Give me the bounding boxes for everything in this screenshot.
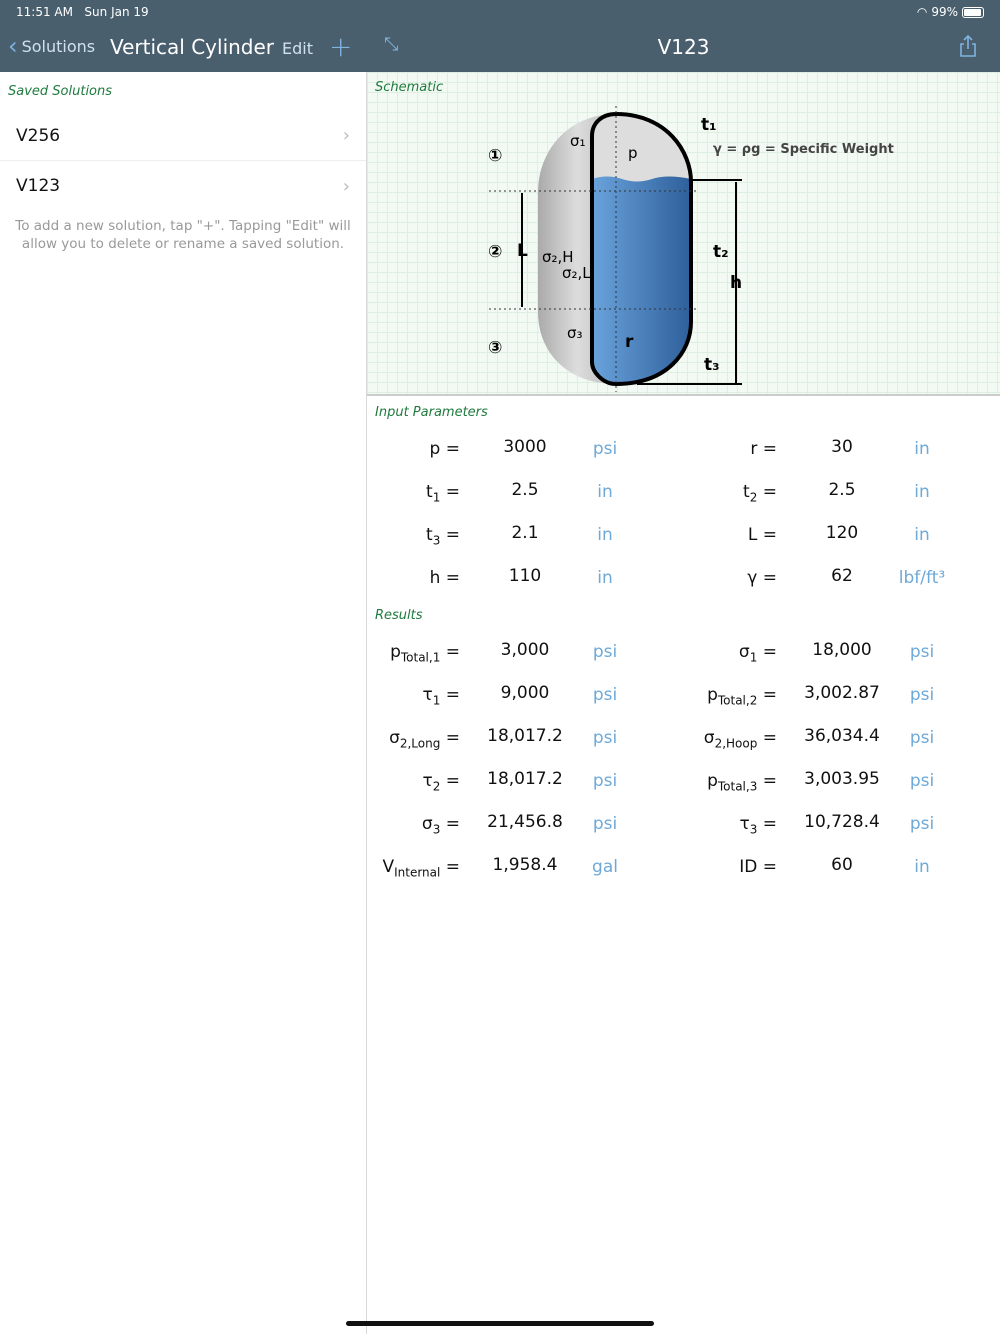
symbol: γ	[747, 568, 758, 588]
schematic-header: Schematic	[375, 80, 444, 95]
result-value: 3,002.87	[804, 683, 880, 703]
result-value: 36,034.4	[804, 726, 880, 746]
symbol: σ	[421, 814, 433, 834]
input-row	[657, 435, 957, 465]
unit-label[interactable]: in	[914, 482, 930, 502]
symbol: r	[750, 439, 758, 459]
symbol: p	[429, 439, 441, 459]
unit-label[interactable]: in	[597, 568, 613, 588]
navigation-bar	[0, 0, 1000, 72]
symbol: σ	[703, 728, 715, 748]
unit-label[interactable]: in	[914, 439, 930, 459]
parameter-label: $V_{Internal}$ =	[382, 857, 460, 880]
specific-weight-label: γ = ρg = Specific Weight	[713, 142, 894, 157]
sigma1-label: σ₁	[570, 132, 586, 150]
result-row	[340, 767, 640, 797]
solution-label: V123	[16, 176, 61, 196]
parameter-label: $\sigma_1$ =	[738, 642, 777, 665]
symbol: σ	[389, 728, 400, 748]
t1-label: t₁	[701, 115, 717, 135]
saved-solutions-header: Saved Solutions	[8, 84, 113, 99]
result-row	[340, 681, 640, 711]
t2-label: t₂	[713, 242, 729, 262]
result-value: 9,000	[500, 683, 550, 703]
wifi-icon: ◠	[916, 5, 928, 19]
unit-label: psi	[592, 685, 618, 705]
input-parameters-header: Input Parameters	[375, 405, 488, 420]
home-indicator	[346, 1321, 654, 1326]
subscript: 1	[432, 490, 441, 505]
result-row	[657, 638, 957, 668]
input-value[interactable]: 3000	[503, 437, 547, 457]
unit-label: gal	[592, 857, 618, 877]
unit-label: psi	[909, 685, 935, 705]
master-title: Vertical Cylinder	[110, 35, 275, 59]
battery-percent: 99%	[931, 5, 958, 19]
input-row	[657, 521, 957, 551]
input-value[interactable]: 120	[825, 523, 859, 543]
L-label: L	[517, 241, 528, 261]
chevron-right-icon: ›	[342, 175, 350, 197]
input-row	[657, 564, 957, 594]
chevron-left-icon: ‹	[8, 32, 18, 60]
add-button[interactable]: +	[329, 30, 353, 63]
symbol: t	[426, 482, 433, 502]
result-value: 18,017.2	[487, 769, 563, 789]
subscript: 1	[432, 693, 441, 708]
unit-label[interactable]: in	[597, 482, 613, 502]
solution-label: V256	[16, 125, 61, 146]
expand-icon[interactable]: ⤡	[384, 34, 399, 55]
parameter-label: $\sigma_{2,Long}$ =	[389, 728, 460, 751]
unit-label[interactable]: in	[597, 525, 613, 545]
result-row	[657, 724, 957, 754]
date: Sun Jan 19	[84, 5, 149, 19]
symbol: V	[382, 857, 395, 877]
result-row	[340, 638, 640, 668]
result-value: 60	[831, 855, 853, 875]
unit-label: psi	[592, 728, 618, 748]
result-value: 10,728.4	[804, 812, 880, 832]
input-value[interactable]: 2.1	[511, 523, 539, 543]
result-row	[340, 853, 640, 883]
input-value[interactable]: 2.5	[828, 480, 856, 500]
result-value: 1,958.4	[492, 855, 558, 875]
unit-label: psi	[592, 814, 618, 834]
chevron-right-icon: ›	[342, 125, 350, 146]
parameter-label: $\sigma_{2,Hoop}$ =	[703, 728, 777, 751]
vapor-space	[592, 114, 691, 182]
subscript: Internal	[394, 865, 441, 880]
sigma2l-label: σ₂,L	[562, 264, 591, 282]
back-button[interactable]	[8, 32, 96, 60]
input-value[interactable]: 62	[831, 566, 853, 586]
unit-label[interactable]: psi	[592, 439, 618, 459]
hint-text: To add a new solution, tap "+". Tapping "Edit" will allow you to delete or rename a saved solution.	[15, 218, 351, 252]
schematic-panel	[367, 72, 1000, 396]
battery-icon	[962, 7, 984, 18]
subscript: Total,3	[717, 779, 758, 794]
results-header: Results	[375, 608, 423, 623]
symbol: p	[707, 685, 718, 705]
result-value: 18,000	[812, 640, 872, 660]
zone-2-label: ②	[488, 242, 503, 262]
subscript: 3	[432, 533, 441, 548]
status-time	[16, 5, 149, 19]
parameter-label: r =	[750, 439, 777, 459]
result-row	[657, 767, 957, 797]
r-label: r	[625, 332, 634, 352]
result-value: 3,000	[500, 640, 550, 660]
result-row	[657, 853, 957, 883]
t3-label: t₃	[704, 355, 720, 375]
unit-label[interactable]: lbf/ft³	[898, 568, 946, 588]
parameter-label: γ =	[747, 568, 777, 588]
parameter-label: ID =	[739, 857, 777, 877]
zone-3-label: ③	[488, 338, 503, 358]
input-row	[340, 521, 640, 551]
result-row	[340, 724, 640, 754]
symbol: τ	[422, 771, 433, 791]
sigma2h-label: σ₂,H	[542, 248, 574, 266]
unit-label: psi	[592, 771, 618, 791]
parameter-label: $\tau_3$ =	[739, 814, 777, 837]
solution-item[interactable]	[0, 111, 366, 161]
back-label: Solutions	[21, 36, 96, 56]
symbol: p	[390, 642, 401, 662]
subscript: 2	[749, 490, 758, 505]
result-value: 21,456.8	[487, 812, 563, 832]
symbol: τ	[422, 685, 433, 705]
unit-label: in	[914, 857, 930, 877]
symbol: τ	[739, 814, 750, 834]
parameter-label: L =	[747, 525, 777, 545]
input-value[interactable]: 2.5	[511, 480, 539, 500]
input-value[interactable]: 30	[831, 437, 853, 457]
zone-1-label: ①	[488, 146, 503, 166]
subscript: 3	[749, 822, 758, 837]
symbol: h	[429, 568, 441, 588]
parameter-label: $p_{Total,2}$ =	[707, 685, 777, 708]
parameter-label: $p_{Total,3}$ =	[707, 771, 777, 794]
symbol: L	[747, 525, 758, 545]
subscript: 3	[432, 822, 441, 837]
vessel-schematic	[367, 72, 1000, 394]
symbol: t	[743, 482, 750, 502]
status-right	[917, 5, 984, 19]
result-row	[657, 810, 957, 840]
input-row	[340, 564, 640, 594]
input-row	[657, 478, 957, 508]
edit-button[interactable]: Edit	[282, 39, 313, 58]
h-label: h	[730, 273, 743, 293]
unit-label: psi	[909, 642, 935, 662]
subscript: Total,1	[400, 650, 441, 665]
input-row	[340, 478, 640, 508]
symbol: ID	[739, 857, 758, 877]
parameter-label: $t_1$ =	[426, 482, 460, 505]
symbol: t	[426, 525, 433, 545]
parameter-label: $\tau_2$ =	[422, 771, 460, 794]
unit-label: psi	[909, 814, 935, 834]
subscript: 1	[749, 650, 758, 665]
subscript: 2,Long	[399, 736, 441, 751]
sigma3-label: σ₃	[567, 324, 583, 342]
parameter-label: $t_3$ =	[426, 525, 460, 548]
p-label: p	[628, 144, 638, 162]
detail-title: V123	[657, 35, 710, 59]
subscript: Total,2	[717, 693, 758, 708]
result-value: 18,017.2	[487, 726, 563, 746]
share-icon[interactable]	[958, 34, 978, 58]
unit-label: psi	[909, 771, 935, 791]
parameter-label: $t_2$ =	[743, 482, 777, 505]
result-value: 3,003.95	[804, 769, 880, 789]
parameter-label: $p_{Total,1}$ =	[390, 642, 460, 665]
input-row	[340, 435, 640, 465]
input-value[interactable]: 110	[508, 566, 542, 586]
unit-label: psi	[909, 728, 935, 748]
solution-item[interactable]	[0, 161, 366, 211]
parameter-label: $\tau_1$ =	[422, 685, 460, 708]
parameter-label: h =	[429, 568, 460, 588]
liquid	[592, 177, 691, 385]
result-row	[340, 810, 640, 840]
unit-label[interactable]: in	[914, 525, 930, 545]
subscript: 2,Hoop	[714, 736, 758, 751]
symbol: σ	[738, 642, 750, 662]
result-row	[657, 681, 957, 711]
symbol: p	[707, 771, 718, 791]
unit-label: psi	[592, 642, 618, 662]
time: 11:51 AM	[16, 5, 73, 19]
subscript: 2	[432, 779, 441, 794]
parameter-label: $\sigma_3$ =	[421, 814, 460, 837]
parameter-label: p =	[429, 439, 460, 459]
